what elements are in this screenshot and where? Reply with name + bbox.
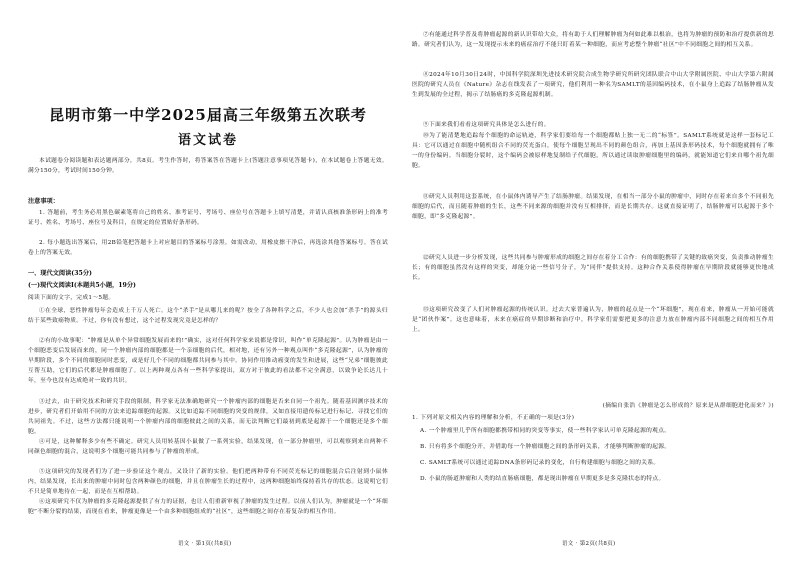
question-1-option-a: A. 一个肿瘤里几乎所有细胞都携带相同的突变等事实，使一些科学家认可单克隆起源的观点。 (420, 428, 671, 434)
exam-title: 昆明市第一中学2025届高三年级第五次联考 (49, 106, 367, 124)
right-paragraph-4: ⑩为了能清楚地追踪每个细胞的命运轨迹，科学家们要给每一个细胞都贴上独一无二的“标签”。SAMLT系统就是这样一套标记工具：它可以通过在细胞中随机组合不同的荧光蛋白，使每个细胞呈现出不同的颜色组合，再加上基因条形码技术，每个细胞就拥有了唯一的身份编码。当细胞分裂时，这个编码会被原样地复制给子代细胞，所以通过读取肿瘤细胞里的编码，就能知道它们来自哪个祖先细胞。 (412, 133, 774, 170)
reading-prompt: 阅读下面的文字，完成1～5题。 (28, 295, 115, 301)
exam-subtitle: 语文试卷 (177, 133, 238, 148)
source-note: (摘编自张浩《肿瘤是怎么形成的？原来是从群细胞进化而来？》) (602, 403, 774, 409)
left-paragraph-6: ⑥这项研究不仅为肿瘤的多克隆起源提供了有力的证据，也让人们重新审视了肿瘤的发生过程。以前人们认为，肿瘤就是一个“坏细胞”不断分裂的结果，而现在看来，肿瘤更像是一个由多种细胞组成的“社区”，这些细胞之间存在着复杂的相互作用。 (28, 499, 388, 516)
right-paragraph-6: ⑫研究人员进一步分析发现，这些共同参与肿瘤形成的细胞之间存在着分工合作：有的细胞携带了关键的致癌突变，负责推动肿瘤生长；有的细胞虽然没有这样的突变，却能分泌一些信号分子，为“同伴”提供支持。这种合作关系使得肿瘤在早期阶段就能够更快地成长。 (412, 255, 774, 282)
right-page-footer: 语文 · 第2页(共8页) (562, 541, 616, 547)
section-1-heading: 一、现代文阅读(35分) (28, 270, 92, 277)
notes-heading: 注意事项： (28, 198, 59, 205)
left-page (28, 0, 388, 561)
question-1-option-b: B. 只有将多个细胞分开，并借助每一个肿瘤细胞之间的条形码关系，才能够判断肿瘤的起源。 (420, 444, 671, 450)
question-1-option-c: C. SAMLT系统可以通过追踪DNA条形码记录的变化，自行构建细胞与细胞之间的关系。 (420, 460, 660, 466)
right-page (412, 0, 774, 561)
left-paragraph-1: ①在全球，恶性肿瘤每年会造成上千万人死亡。这个“杀手”是从哪儿来的呢？按全了各种科学之后，不少人也会加“杀手”的源头归结于某些致癌物质。不过，你有没有想过，这个过程发现究竟是怎样的？ (28, 308, 388, 325)
right-paragraph-1: ⑦有能通过科学普及将肿瘤起源的新认识带给大众，将有助于人们理解肿瘤为何如此难以根治，也将为肿瘤的预防和治疗提供新的思路。研究者们认为，这一发现提示未来的癌症治疗不能只盯着某一种细胞，而应考虑整个肿瘤“社区”中不同细胞之间的相互关系。 (412, 32, 774, 49)
right-paragraph-2: ⑧2024年10月30日24时，中国科学院深圳先进技术研究院合成生物学研究所研究团队联合中山大学附属医院、中山大学第六附属医院的研究人员在《Nature》杂志在线发表了一项研究，他们利用一种名为SAMLT的基因编码技术，在小鼠身上追踪了结肠肿瘤从发生到发展的全过程，揭示了结肠癌的多克隆起源机制。 (412, 72, 774, 99)
left-paragraph-2: ②有的小故事呢：“肿瘤是从单个异常细胞发展而来的!”确实，这对任何科学家来说都是常识，叫作“单克隆起源”。认为肿瘤是由一个细胞恶变后发展而来的，同一个肿瘤内部的细胞都是一个亲细胞的后代，相对地，还有另外一种观点叫作“多克隆起源”，认为肿瘤的早期阶段，多个不同的细胞同时恶变，或是好几个不同的细胞都共同参与其中。协同作用推动癌变的发生和进展，这些“兄弟”细胞彼此互帮互助，它们的后代都是肿瘤细胞了。以上两种观点各有一些科学家提出，双方对于彼此的看法都不完全满意，以致争论长达几十年，至今也没有达成绝对一致的共识。 (28, 338, 388, 385)
exam-intro: 本试题卷分阅读题和表达题两部分，共8页。考生作答时，将答案答在答题卡上(答题注意事项见答题卡)，在本试题卷上答题无效。满分150分，考试时间150分钟。 (28, 158, 388, 175)
section-1-sub-heading: (一)现代文阅读Ⅰ(本题共5小题，19分) (28, 282, 136, 289)
question-1-stem: 1. 下列对原文相关内容的理解和分析，不正确的一项是(3分) (412, 415, 575, 421)
question-1-option-d: D. 小鼠的肠道肿瘤和人类的结直肠癌细胞，都是现出肿瘤在早期更多是多克隆状态的特点。 (420, 476, 665, 482)
right-paragraph-7: ⑬这项研究改变了人们对肿瘤起源的传统认识。过去大家普遍认为，肿瘤的起点是一个“坏细胞”，现在看来，肿瘤从一开始可能就是“团伙作案”。这也意味着，未来在癌症的早期诊断和治疗中，科学家们需要把更多的注意力放在肿瘤内部不同细胞之间的相互作用上。 (412, 307, 774, 334)
left-paragraph-3: ③过去，由于研究技术和研究手段的限制，科学家无法准确地研究一个肿瘤内部的细胞是否来自同一个祖先。随着基因测序技术的进步，研究者们开始用不同的方法来追踪细胞的起源。又比如追踪不同细胞的突变的规律，又如直接用遗传标记进行标记、寻找它们的共同祖先。不过，这些方法都只能说明一个肿瘤内部的细胞彼此之间的关系，而无法判断它们最初到底是起源于一个细胞还是多个细胞。 (28, 399, 388, 436)
right-paragraph-5: ⑪研究人员利用这套系统，在小鼠体内诱导产生了结肠肿瘤。结果发现，在相当一部分小鼠的肿瘤中，同时存在着来自多个不同祖先细胞的后代，而且随着肿瘤的生长，这些不同来源的细胞并没有互相排挤，而是长期共存。这就直接证明了，结肠肿瘤可以起源于多个细胞，即“多克隆起源”。 (412, 194, 774, 221)
left-page-footer: 语文 · 第1页(共8页) (178, 541, 232, 547)
right-paragraph-3: ⑨下面来我们看看这项研究具体是怎么进行的。 (423, 122, 550, 128)
note-1: 1. 答题前，考生务必用黑色碳素笔将自己的姓名、准考证号、考场号、座位号在答题卡上填写清楚，并请认真核准条形码上的准考证号、姓名、考场号、座位号及科目，在规定的位置贴好条形码。 (28, 210, 388, 227)
note-2: 2. 每小题选出答案后，用2B铅笔把答题卡上对应题目的答案标号涂黑。如需改动，用橡皮擦干净后，再选涂其他答案标号。答在试卷上的答案无效。 (28, 240, 388, 257)
left-paragraph-5: ⑤这项研究的发现者们为了进一步验证这个观点，又设计了新的实验。他们把两种带有不同荧光标记的细胞混合后注射到小鼠体内，结果发现，长出来的肿瘤中同时包含两种颜色的细胞，并且在肿瘤生长的过程中，这两种细胞始终保持着共存的状态。这说明它们不只是简单地待在一起，而是在互相帮助。 (28, 469, 388, 496)
left-paragraph-4: ④可是，这种解释多少有些不确定。研究人员用转基因小鼠做了一系列实验，结果发现，在一部分肿瘤里，可以观察到来自两种不同颜色细胞的混合，这说明多个细胞可能共同参与了肿瘤的形成。 (28, 439, 388, 456)
